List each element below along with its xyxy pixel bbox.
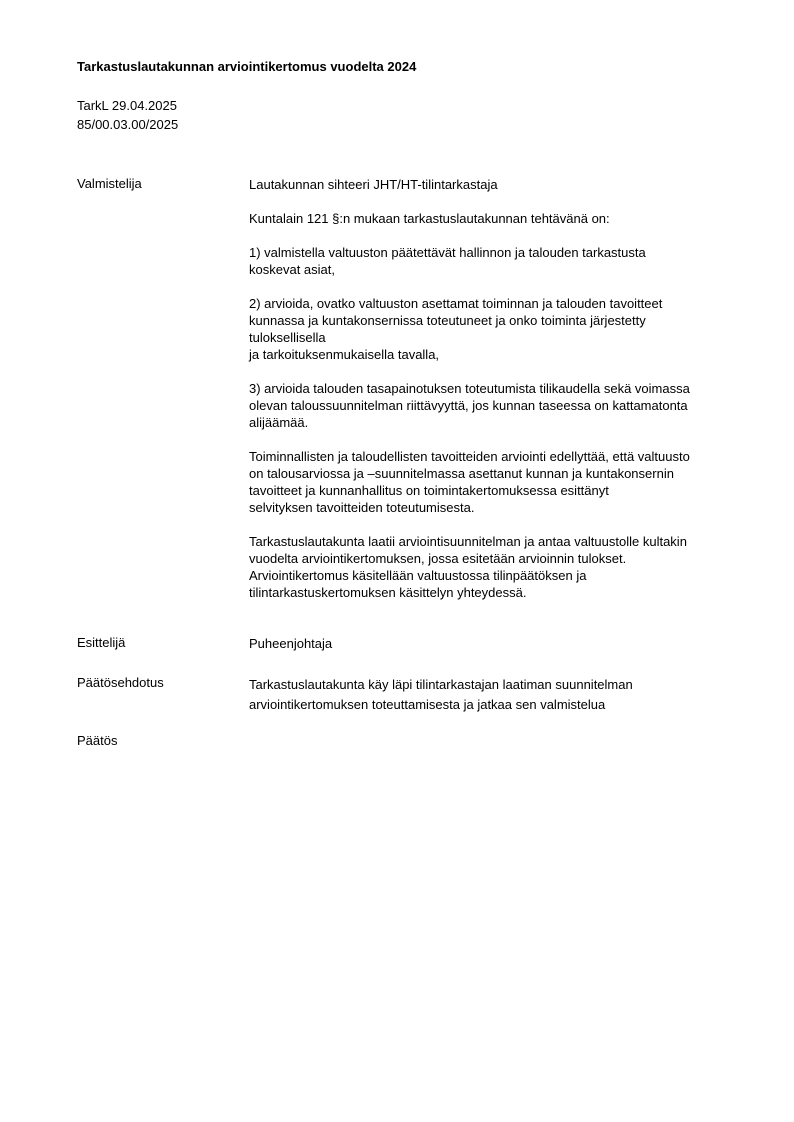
paatosehdotus-text: Tarkastuslautakunta käy läpi tilintarkastajan laatiman suunnitelman arviointikertomuksen toteuttamisesta ja jatkaa sen valmistelua (249, 677, 633, 712)
valmistelija-paragraph: Kuntalain 121 §:n mukaan tarkastuslautakunnan tehtävänä on: (249, 211, 610, 226)
reference-number: 85/00.03.00/2025 (77, 117, 179, 132)
valmistelija-paragraph: Lautakunnan sihteeri JHT/HT-tilintarkastaja (249, 177, 498, 192)
meeting-date: TarkL 29.04.2025 (77, 98, 177, 113)
valmistelija-paragraph: Tarkastuslautakunta laatii arviointisuunnitelman ja antaa valtuustolle kultakin vuodelta arviointikertomuksen, jossa esitetään arvioinnin tulokset. Arviointikertomus käsitellään valtuustossa tilinpäätöksen ja tilintarkastuskertomuksen käsittelyn yhteydessä. (249, 534, 687, 600)
valmistelija-paragraph: 3) arvioida talouden tasapainotuksen toteutumista tilikaudella sekä voimassa olevan taloussuunnitelman riittävyyttä, jos kunnan taseessa on kattamatonta alijäämää. (249, 381, 690, 430)
valmistelija-content (249, 176, 759, 601)
valmistelija-label: Valmistelija (77, 176, 142, 191)
esittelija-label: Esittelijä (77, 635, 126, 650)
paatos-label: Päätös (77, 733, 118, 748)
valmistelija-paragraph: 1) valmistella valtuuston päätettävät hallinnon ja talouden tarkastusta koskevat asiat, (249, 245, 646, 277)
document-title: Tarkastuslautakunnan arviointikertomus vuodelta 2024 (77, 59, 417, 74)
esittelija-value: Puheenjohtaja (249, 636, 333, 651)
paatosehdotus-label: Päätösehdotus (77, 675, 164, 690)
paatosehdotus-value (249, 675, 759, 715)
valmistelija-paragraph: Toiminnallisten ja taloudellisten tavoitteiden arviointi edellyttää, että valtuusto on talousarviossa ja –suunnitelmassa asettanut kunnan ja kuntakonsernin tavoitteet ja kunnanhallitus on toimintakertomuksessa esittänyt selvityksen tavoitteiden toteutumisesta. (249, 449, 690, 515)
valmistelija-paragraph: 2) arvioida, ovatko valtuuston asettamat toiminnan ja talouden tavoitteet kunnassa ja kuntakonsernissa toteutuneet ja onko toiminta järjestetty tuloksellisella ja tarkoituksenmukaisella tavalla, (249, 296, 663, 362)
